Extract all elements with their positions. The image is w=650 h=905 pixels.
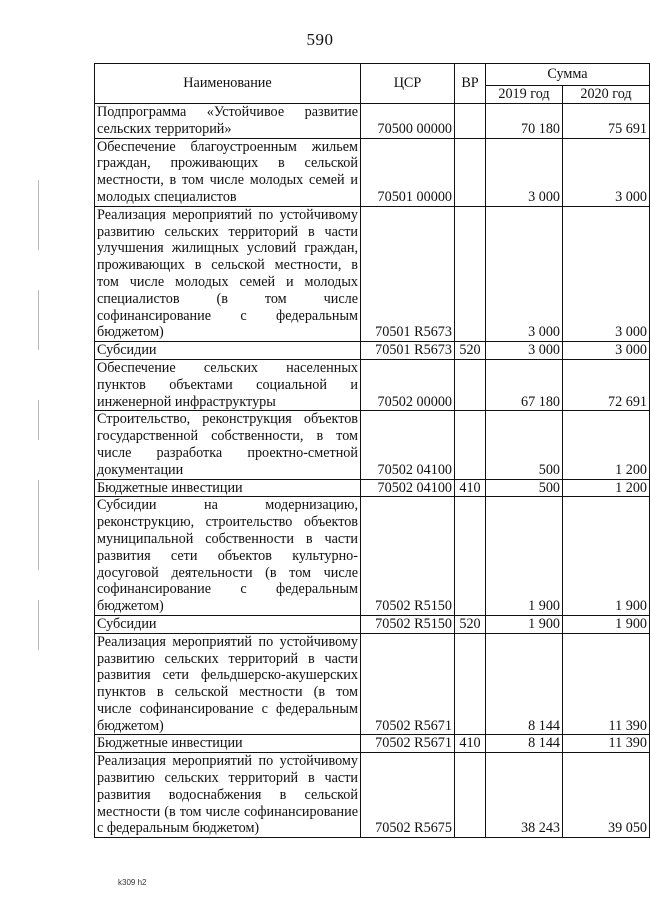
row-name: Бюджетные инвестиции (95, 735, 361, 753)
row-name: Субсидии (95, 342, 361, 360)
row-name: Обеспечение благоустроенным жильем граждан, проживающих в сельской местности, в том числе молодых семей и молодых специалистов (95, 138, 361, 206)
margin-scan-marks (38, 180, 42, 660)
page-number: 590 (306, 30, 334, 49)
row-vr (455, 359, 486, 410)
row-csr: 70502 04100 (361, 479, 455, 497)
row-amount-2019: 3 000 (486, 206, 563, 341)
row-vr (455, 497, 486, 616)
row-name: Реализация мероприятий по устойчивому развитию сельских территорий в части улучшения жилищных условий граждан, проживающих в сельской местности, в том числе молодых семей и молодых специалистов (в том числе софинансирование с федеральным бюджетом) (95, 206, 361, 341)
row-vr (455, 206, 486, 341)
budget-table (94, 63, 650, 838)
row-name: Подпрограмма «Устойчивое развитие сельских территорий» (95, 104, 361, 139)
row-vr: 520 (455, 615, 486, 633)
row-vr (455, 753, 486, 838)
row-csr: 70502 00000 (361, 359, 455, 410)
row-vr: 520 (455, 342, 486, 360)
row-amount-2019: 500 (486, 479, 563, 497)
row-vr (455, 138, 486, 206)
table-row (95, 615, 650, 633)
table-row (95, 206, 650, 341)
row-name: Бюджетные инвестиции (95, 479, 361, 497)
row-amount-2019: 3 000 (486, 342, 563, 360)
header-csr: ЦСР (361, 64, 455, 104)
row-amount-2019: 1 900 (486, 497, 563, 616)
table-row (95, 735, 650, 753)
row-amount-2020: 11 390 (563, 735, 650, 753)
row-amount-2020: 1 200 (563, 479, 650, 497)
row-vr (455, 411, 486, 479)
header-year-2020: 2020 год (563, 86, 650, 104)
row-name: Обеспечение сельских населенных пунктов объектами социальной и инженерной инфраструктуры (95, 359, 361, 410)
row-name: Реализация мероприятий по устойчивому развитию сельских территорий в части развития водоснабжения в сельской местности (в том числе софинансирование с федеральным бюджетом) (95, 753, 361, 838)
header-name: Наименование (95, 64, 361, 104)
row-amount-2020: 1 900 (563, 497, 650, 616)
table-row (95, 342, 650, 360)
row-csr: 70501 R5673 (361, 206, 455, 341)
row-name: Строительство, реконструкция объектов государственной собственности, в том числе разработка проектно-сметной документации (95, 411, 361, 479)
footer-code: k309 h2 (118, 878, 147, 887)
table-row (95, 479, 650, 497)
row-amount-2019: 8 144 (486, 735, 563, 753)
table-row (95, 753, 650, 838)
row-name: Субсидии на модернизацию, реконструкцию, строительство объектов муниципальной собственности в части развития сети объектов культурно-досуговой деятельности (в том числе софинансирование с федеральным бюджетом) (95, 497, 361, 616)
row-amount-2019: 1 900 (486, 615, 563, 633)
row-amount-2019: 38 243 (486, 753, 563, 838)
row-vr (455, 633, 486, 735)
table-row (95, 497, 650, 616)
row-amount-2020: 3 000 (563, 206, 650, 341)
row-amount-2020: 3 000 (563, 342, 650, 360)
row-amount-2019: 3 000 (486, 138, 563, 206)
row-amount-2019: 70 180 (486, 104, 563, 139)
table-row (95, 411, 650, 479)
row-csr: 70502 04100 (361, 411, 455, 479)
table-row (95, 359, 650, 410)
row-amount-2020: 39 050 (563, 753, 650, 838)
header-sum: Сумма (486, 64, 650, 86)
row-csr: 70501 R5673 (361, 342, 455, 360)
row-csr: 70502 R5671 (361, 633, 455, 735)
header-year-2019: 2019 год (486, 86, 563, 104)
row-vr: 410 (455, 735, 486, 753)
row-amount-2019: 8 144 (486, 633, 563, 735)
row-amount-2020: 72 691 (563, 359, 650, 410)
header-vr: ВР (455, 64, 486, 104)
row-vr: 410 (455, 479, 486, 497)
table-row (95, 138, 650, 206)
row-name: Реализация мероприятий по устойчивому развитию сельских территорий в части развития сети фельдшерско-акушерских пунктов в сельской местности (в том числе софинансирование с федеральным бюджетом) (95, 633, 361, 735)
row-amount-2020: 3 000 (563, 138, 650, 206)
row-amount-2020: 75 691 (563, 104, 650, 139)
table-row (95, 633, 650, 735)
row-amount-2019: 500 (486, 411, 563, 479)
row-csr: 70501 00000 (361, 138, 455, 206)
row-vr (455, 104, 486, 139)
row-csr: 70500 00000 (361, 104, 455, 139)
row-amount-2020: 1 200 (563, 411, 650, 479)
row-name: Субсидии (95, 615, 361, 633)
row-csr: 70502 R5675 (361, 753, 455, 838)
row-csr: 70502 R5671 (361, 735, 455, 753)
table-row (95, 104, 650, 139)
row-csr: 70502 R5150 (361, 497, 455, 616)
row-amount-2020: 11 390 (563, 633, 650, 735)
row-amount-2020: 1 900 (563, 615, 650, 633)
row-amount-2019: 67 180 (486, 359, 563, 410)
row-csr: 70502 R5150 (361, 615, 455, 633)
